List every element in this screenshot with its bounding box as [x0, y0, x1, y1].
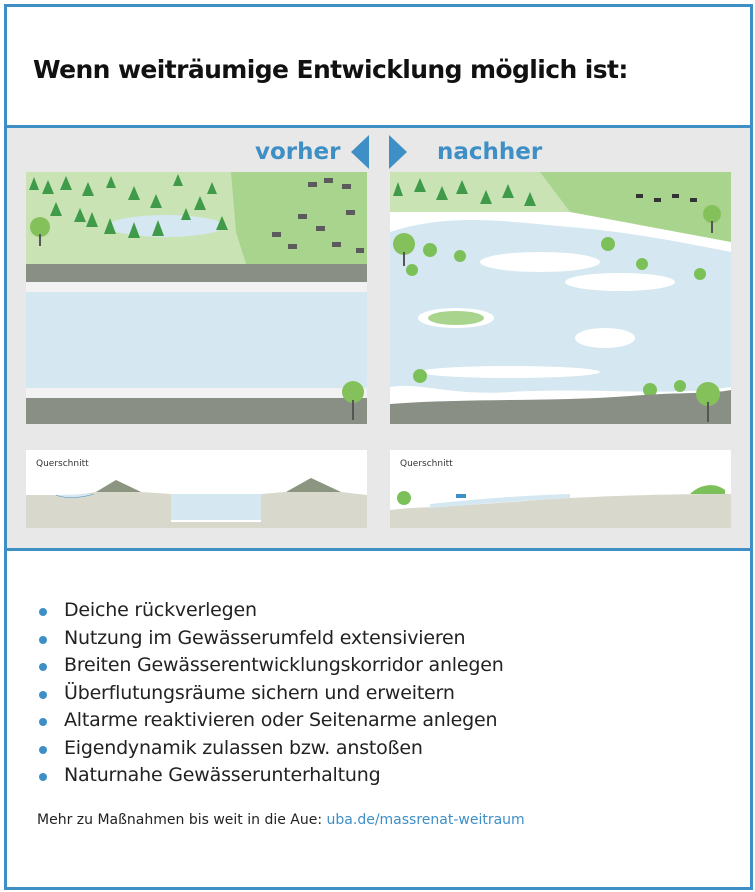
- before-scene: [26, 172, 367, 424]
- arrow-right-icon: [389, 135, 407, 169]
- list-item: Breiten Gewässerentwicklungskorridor anlegen: [37, 652, 504, 680]
- more-text: Mehr zu Maßnahmen bis weit in die Aue:: [37, 812, 323, 828]
- dike-left: [96, 480, 141, 492]
- floodplain-water: [390, 220, 731, 393]
- dike-right: [286, 478, 341, 492]
- arrow-left-icon: [351, 135, 369, 169]
- more-link[interactable]: uba.de/massrenat-weitraum: [326, 812, 525, 828]
- list-item: Überflutungsräume sichern und erweitern: [37, 680, 504, 708]
- header: [7, 7, 750, 128]
- list-item: Naturnahe Gewässerunterhaltung: [37, 762, 504, 790]
- cross-section-label: Querschnitt: [36, 459, 89, 469]
- list-item: Altarme reaktivieren oder Seitenarme anlegen: [37, 707, 504, 735]
- infobox: [4, 4, 753, 890]
- fish-icon: [456, 494, 466, 498]
- after-label: nachher: [437, 139, 543, 165]
- tree-icon: [393, 233, 415, 255]
- list-item: Eigendynamik zulassen bzw. anstoßen: [37, 735, 504, 763]
- channel-profile: [171, 494, 261, 520]
- more-info: [37, 812, 525, 828]
- after-scene: [390, 172, 731, 424]
- before-label: vorher: [255, 139, 341, 165]
- cross-section-after: [390, 450, 731, 528]
- dike-bottom: [26, 398, 367, 424]
- dike-top: [26, 264, 367, 282]
- pond: [108, 215, 224, 237]
- cross-section-label: Querschnitt: [400, 459, 453, 469]
- illustration-panel: [7, 128, 750, 551]
- list-item: Deiche rückverlegen: [37, 597, 504, 625]
- measures-list: [37, 597, 504, 790]
- list-item: Nutzung im Gewässerumfeld extensivieren: [37, 625, 504, 653]
- page-title: Wenn weiträumige Entwicklung möglich ist:: [33, 55, 628, 84]
- channel: [26, 292, 367, 388]
- compare-arrows: [349, 133, 409, 171]
- cross-section-before: [26, 450, 367, 528]
